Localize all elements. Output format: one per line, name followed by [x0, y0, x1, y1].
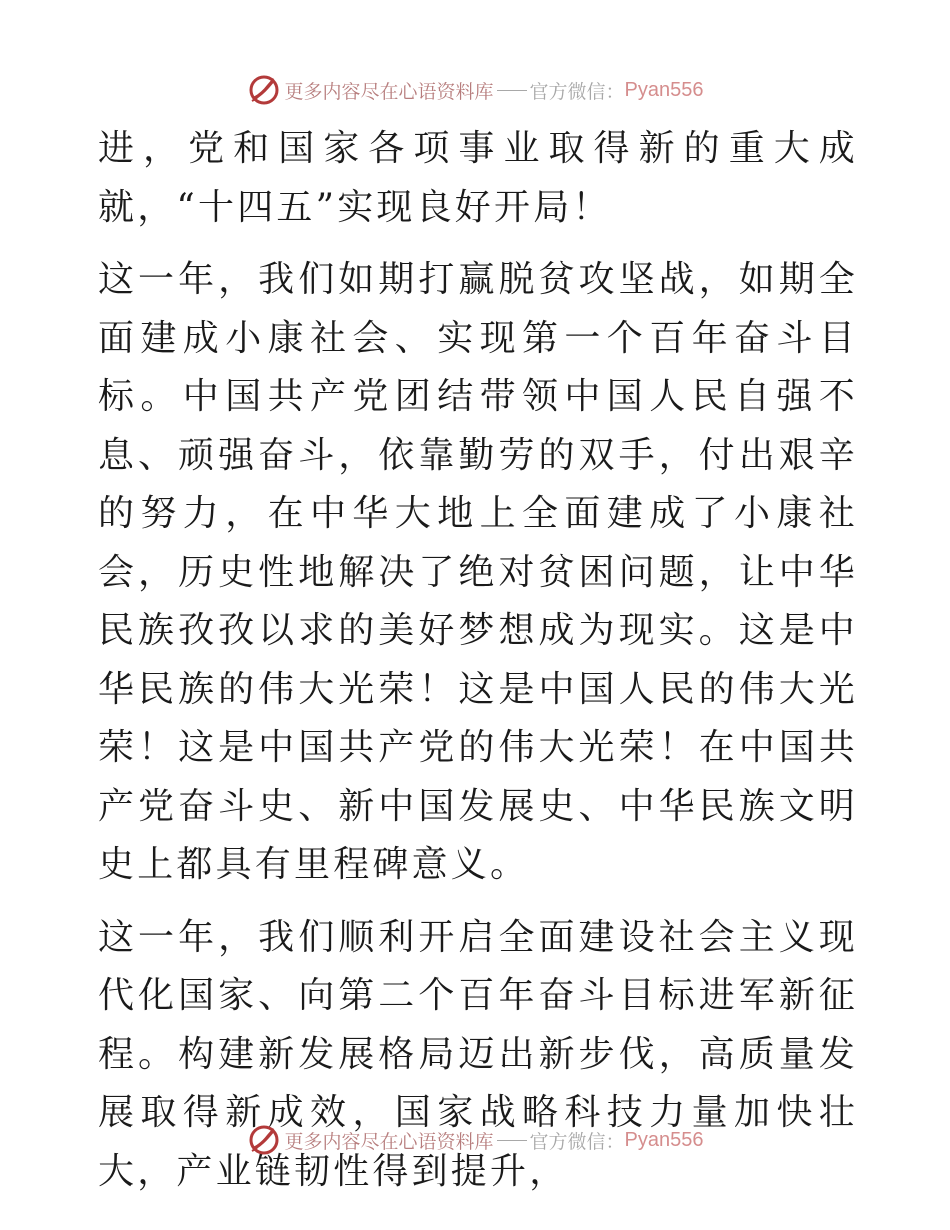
watermark-separator: [497, 1140, 527, 1141]
pen-logo-icon: [247, 73, 281, 107]
header-watermark: [0, 70, 950, 110]
watermark-text: 更多内容尽在心语资料库: [284, 1130, 494, 1153]
pen-logo-icon: [247, 1123, 281, 1157]
document-body: [98, 120, 858, 1201]
paragraph-1: 进，党和国家各项事业取得新的重大成就，“十四五”实现良好开局！: [98, 128, 858, 228]
watermark-text: 更多内容尽在心语资料库: [284, 80, 494, 103]
watermark-wechat-id: Pyan556: [624, 78, 704, 101]
watermark-separator: [497, 90, 527, 91]
paragraph-2: 这一年，我们如期打赢脱贫攻坚战，如期全面建成小康社会、实现第一个百年奋斗目标。中国共产党团结带领中国人民自强不息、顽强奋斗，依靠勤劳的双手，付出艰辛的努力，在中华大地上全面建成了小康社会，历史性地解决了绝对贫困问题，让中华民族孜孜以求的美好梦想成为现实。这是中华民族的伟大光荣！这是中国人民的伟大光荣！这是中国共产党的伟大光荣！在中国共产党奋斗史、新中国发展史、中华民族文明史上都具有里程碑意义。: [98, 259, 858, 885]
footer-watermark: [0, 1120, 950, 1160]
watermark-wechat-id: Pyan556: [624, 1128, 704, 1151]
watermark-wechat-label: 官方微信：: [529, 1130, 625, 1153]
watermark-wechat-label: 官方微信：: [529, 80, 625, 103]
paragraph-3: 这一年，我们顺利开启全面建设社会主义现代化国家、向第二个百年奋斗目标进军新征程。构建新发展格局迈出新步伐，高质量发展取得新成效，国家战略科技力量加快壮大，产业链韧性得到提升，: [98, 916, 858, 1192]
